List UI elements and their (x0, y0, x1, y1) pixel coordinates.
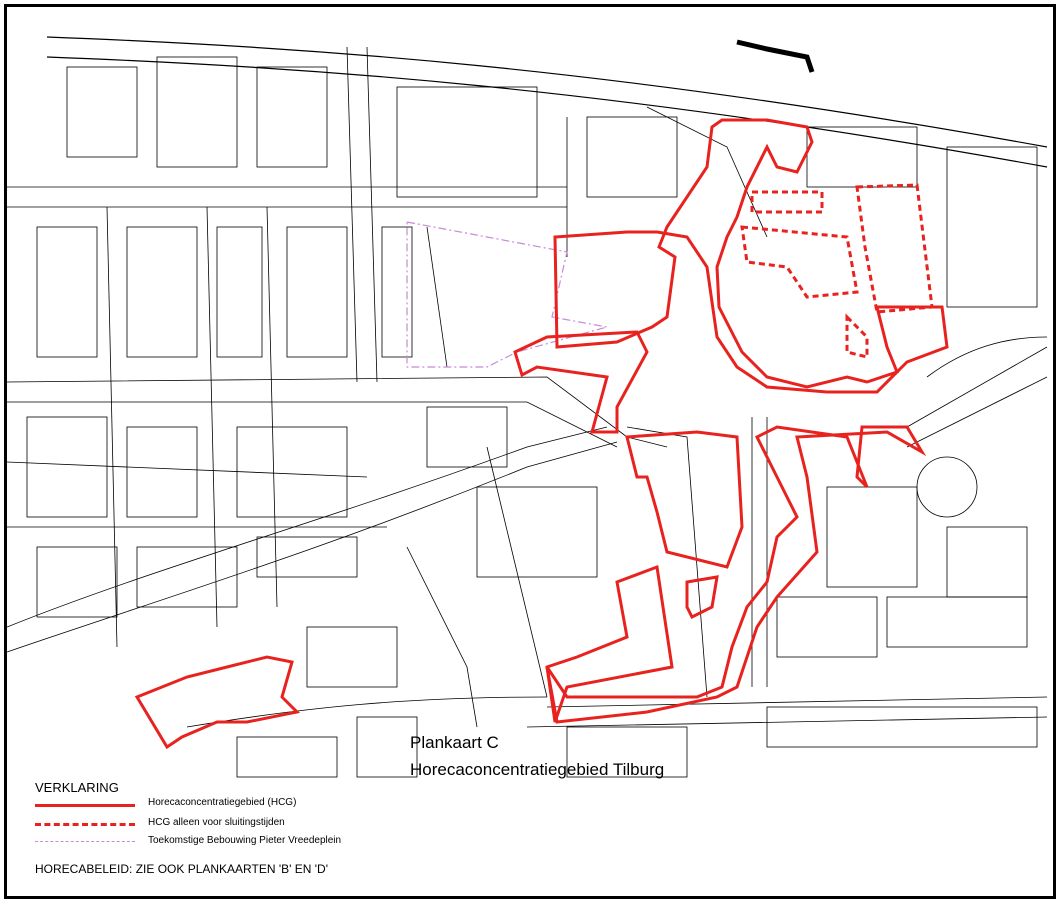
footer-note: HORECABELEID: ZIE OOK PLANKAARTEN 'B' EN 'D' (35, 862, 329, 876)
legend-label-future-building: Toekomstige Bebouwing Pieter Vreedeplein (148, 835, 342, 846)
legend-swatch-hcg (35, 804, 135, 807)
legend-heading: VERKLARING (35, 780, 119, 795)
plan-title: Plankaart C (410, 733, 499, 752)
legend-label-hcg: Horecaconcentratiegebied (HCG) (148, 797, 297, 808)
legend-swatch-hcg-closing-only (35, 823, 135, 826)
legend-swatch-future-building (35, 841, 135, 842)
base-map (7, 37, 1047, 777)
hcg-closing-only-areas (742, 185, 932, 357)
plan-subtitle: Horecaconcentratiegebied Tilburg (410, 760, 665, 779)
hcg-areas (137, 120, 947, 747)
legend-label-hcg-closing-only: HCG alleen voor sluitingstijden (148, 817, 285, 828)
